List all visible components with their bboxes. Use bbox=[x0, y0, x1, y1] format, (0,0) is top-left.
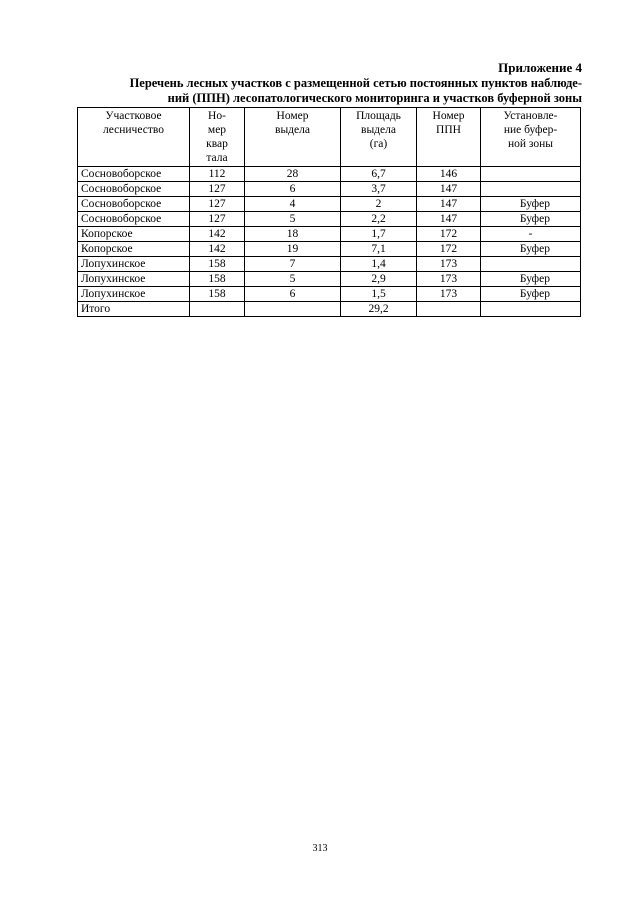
cell-buffer bbox=[481, 167, 581, 182]
forest-plots-table bbox=[77, 107, 581, 317]
cell-forestry: Лопухинское bbox=[78, 287, 190, 302]
cell-forestry: Лопухинское bbox=[78, 272, 190, 287]
cell-area: 7,1 bbox=[341, 242, 417, 257]
cell-area: 2,2 bbox=[341, 212, 417, 227]
cell-area: 1,7 bbox=[341, 227, 417, 242]
table-row bbox=[78, 227, 581, 242]
total-row bbox=[78, 302, 581, 317]
cell-quarter: 158 bbox=[190, 287, 245, 302]
cell-area: 2,9 bbox=[341, 272, 417, 287]
cell-quarter: 127 bbox=[190, 212, 245, 227]
cell-plot: 5 bbox=[245, 272, 341, 287]
cell-buffer: Буфер bbox=[481, 212, 581, 227]
cell-buffer bbox=[481, 182, 581, 197]
cell-total-label: Итого bbox=[78, 302, 190, 317]
table-title bbox=[62, 76, 582, 106]
cell-forestry: Сосновоборское bbox=[78, 182, 190, 197]
column-header-ppn-number: Номер ППН bbox=[417, 108, 481, 167]
cell-quarter: 158 bbox=[190, 257, 245, 272]
cell-ppn: 147 bbox=[417, 197, 481, 212]
cell-plot: 28 bbox=[245, 167, 341, 182]
appendix-label: Приложение 4 bbox=[498, 60, 582, 75]
cell-buffer: Буфер bbox=[481, 242, 581, 257]
cell-ppn: 173 bbox=[417, 272, 481, 287]
cell-ppn: 173 bbox=[417, 257, 481, 272]
table-row bbox=[78, 242, 581, 257]
cell-buffer: Буфер bbox=[481, 272, 581, 287]
cell-forestry: Сосновоборское bbox=[78, 197, 190, 212]
table-body bbox=[78, 167, 581, 317]
table-title-line-2: ний (ППН) лесопатологического мониторинга и участков буферной зоны bbox=[167, 91, 582, 105]
cell-quarter: 142 bbox=[190, 227, 245, 242]
page-number: 313 bbox=[312, 843, 328, 854]
column-header-buffer-zone: Установле- ние буфер- ной зоны bbox=[481, 108, 581, 167]
cell-buffer: Буфер bbox=[481, 287, 581, 302]
table-row bbox=[78, 167, 581, 182]
cell-ppn: 173 bbox=[417, 287, 481, 302]
cell-quarter: 158 bbox=[190, 272, 245, 287]
cell-area: 1,5 bbox=[341, 287, 417, 302]
cell-ppn: 146 bbox=[417, 167, 481, 182]
cell-area: 1,4 bbox=[341, 257, 417, 272]
column-header-plot-number: Номер выдела bbox=[245, 108, 341, 167]
cell-quarter: 112 bbox=[190, 167, 245, 182]
table-row bbox=[78, 287, 581, 302]
cell-forestry: Лопухинское bbox=[78, 257, 190, 272]
column-header-plot-area: Площадь выдела (га) bbox=[341, 108, 417, 167]
table-header bbox=[78, 108, 581, 167]
cell-plot: 4 bbox=[245, 197, 341, 212]
cell-buffer: - bbox=[481, 227, 581, 242]
cell-buffer bbox=[481, 302, 581, 317]
table-row bbox=[78, 182, 581, 197]
cell-ppn: 147 bbox=[417, 182, 481, 197]
cell-plot: 19 bbox=[245, 242, 341, 257]
cell-quarter bbox=[190, 302, 245, 317]
column-header-forestry: Участковое лесничество bbox=[78, 108, 190, 167]
cell-forestry: Сосновоборское bbox=[78, 167, 190, 182]
cell-area: 6,7 bbox=[341, 167, 417, 182]
table-row bbox=[78, 272, 581, 287]
cell-area: 2 bbox=[341, 197, 417, 212]
table-title-line-1: Перечень лесных участков с размещенной сетью постоянных пунктов наблюде- bbox=[129, 76, 582, 90]
column-header-quarter-number: Но- мер квар тала bbox=[190, 108, 245, 167]
cell-ppn bbox=[417, 302, 481, 317]
cell-quarter: 142 bbox=[190, 242, 245, 257]
cell-ppn: 172 bbox=[417, 227, 481, 242]
cell-quarter: 127 bbox=[190, 197, 245, 212]
table-row bbox=[78, 257, 581, 272]
cell-plot: 7 bbox=[245, 257, 341, 272]
cell-area: 3,7 bbox=[341, 182, 417, 197]
cell-buffer bbox=[481, 257, 581, 272]
cell-quarter: 127 bbox=[190, 182, 245, 197]
cell-plot: 6 bbox=[245, 182, 341, 197]
cell-buffer: Буфер bbox=[481, 197, 581, 212]
table-row bbox=[78, 212, 581, 227]
cell-plot: 6 bbox=[245, 287, 341, 302]
cell-ppn: 147 bbox=[417, 212, 481, 227]
cell-plot: 18 bbox=[245, 227, 341, 242]
cell-plot: 5 bbox=[245, 212, 341, 227]
table-row bbox=[78, 197, 581, 212]
cell-forestry: Копорское bbox=[78, 227, 190, 242]
cell-forestry: Копорское bbox=[78, 242, 190, 257]
cell-forestry: Сосновоборское bbox=[78, 212, 190, 227]
cell-ppn: 172 bbox=[417, 242, 481, 257]
cell-total-area: 29,2 bbox=[341, 302, 417, 317]
header-row bbox=[78, 108, 581, 167]
cell-plot bbox=[245, 302, 341, 317]
